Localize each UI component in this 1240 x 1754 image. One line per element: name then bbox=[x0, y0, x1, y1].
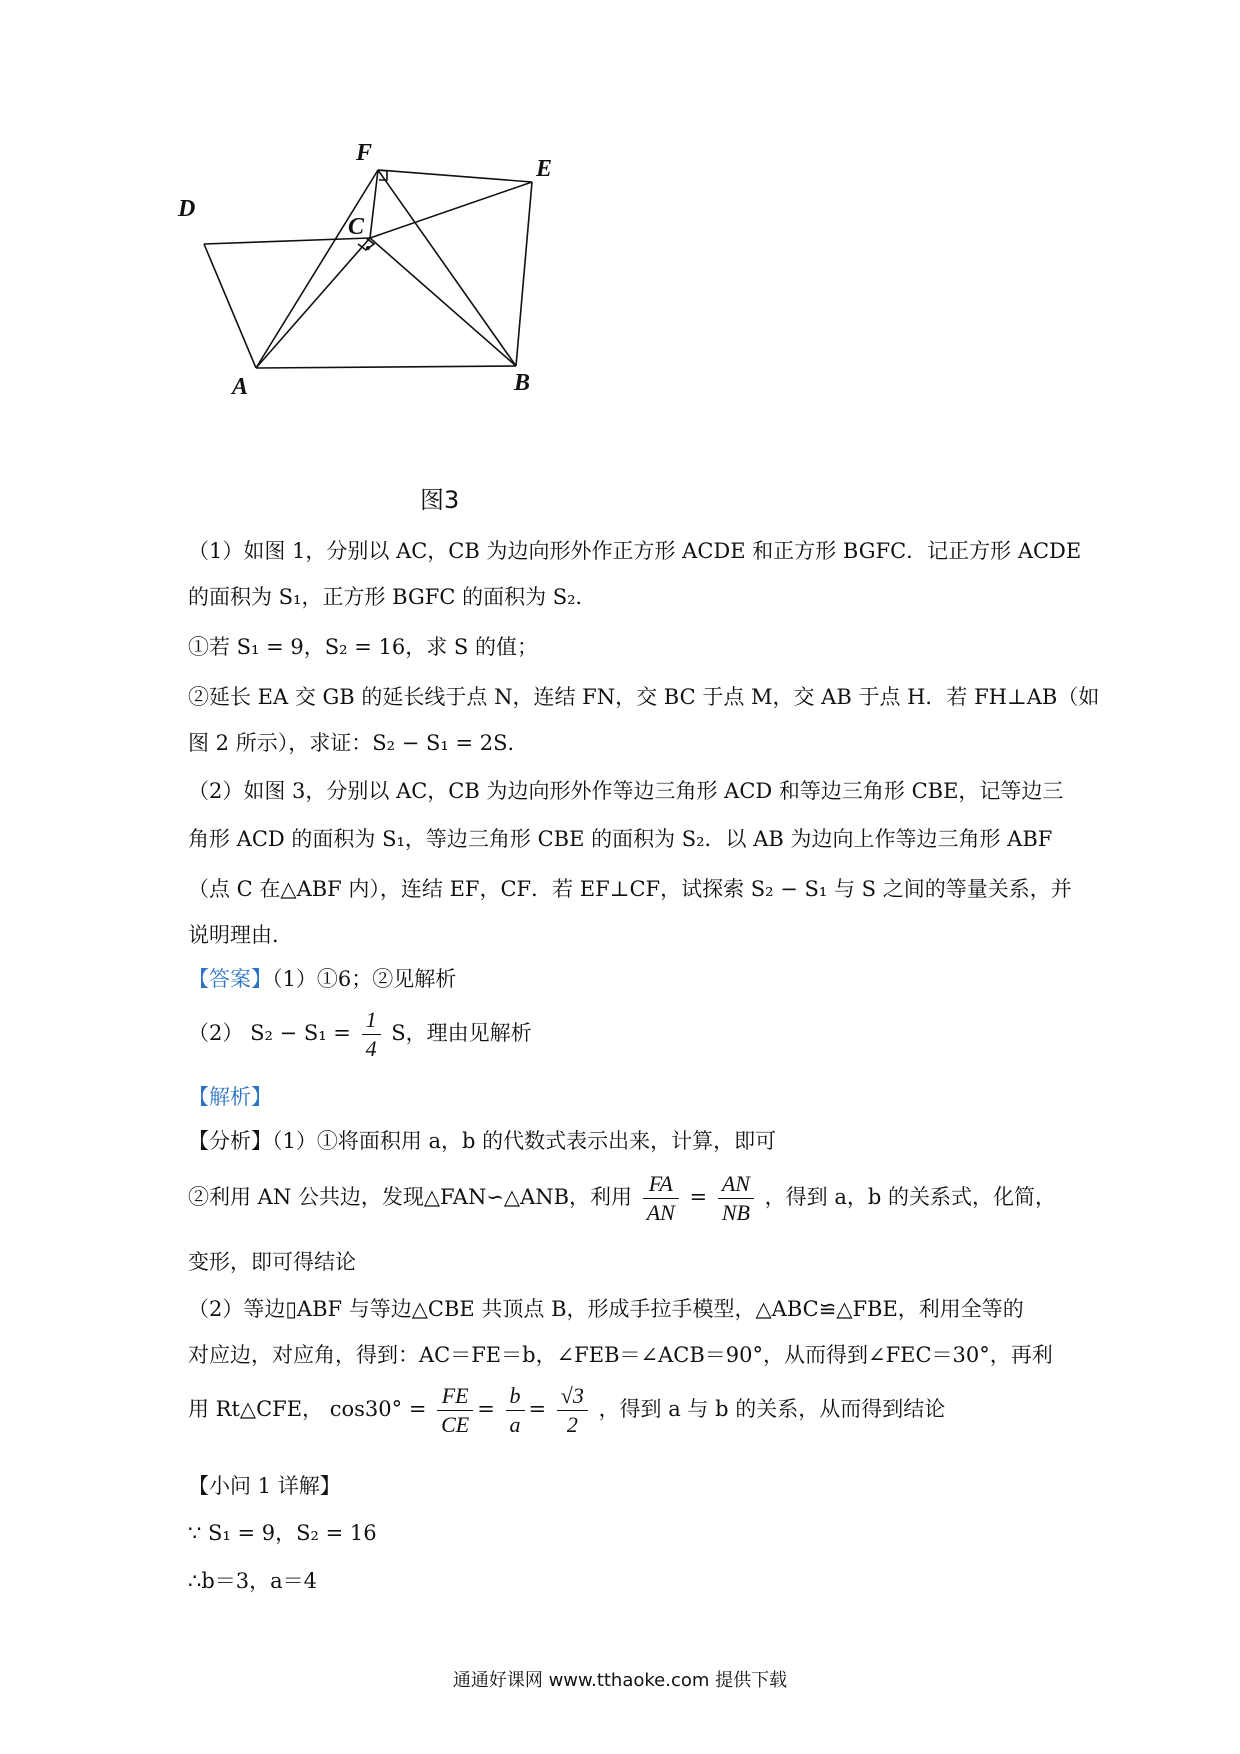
answer-tag: 【答案】 bbox=[188, 967, 272, 991]
problem-part2-line3: （点 C 在△ABF 内），连结 EF，CF．若 EF⊥CF，试探索 S₂ − S₁ 与 S 之间的等量关系，并 bbox=[188, 877, 1072, 901]
analysis-line6: 用 Rt△CFE， cos30° = $\frac{FE}{CE}$ = $\frac{b}{a}$ = $\frac{√3}{2}$ ，得到 a 与 b 的关系，从而得到结论 bbox=[188, 1383, 946, 1437]
fraction-den: CE bbox=[441, 1412, 470, 1437]
analysis-line2 bbox=[188, 1170, 1056, 1227]
analysis-line5: 对应边，对应角，得到：AC＝FE＝b，∠FEB＝∠ACB＝90°，从而得到∠FEC＝30°，再利 bbox=[188, 1343, 1053, 1367]
fraction-den: 2 bbox=[566, 1412, 578, 1437]
label-A: A bbox=[232, 374, 249, 400]
analysis-line1: 【分析】（1）①将面积用 a，b 的代数式表示出来，计算，即可 bbox=[188, 1129, 777, 1153]
answer-part2-expr: S₂ − S₁ = bbox=[250, 1021, 351, 1045]
fraction-num: b bbox=[506, 1382, 525, 1411]
problem-part1-question2-line2: 图 2 所示），求证：S₂ − S₁ = 2S． bbox=[188, 731, 529, 755]
footer: 通通好课网 www.tthaoke.com 提供下载 bbox=[452, 1670, 788, 1691]
answer-fraction bbox=[362, 1006, 381, 1063]
analysis-line2-suffix: ，得到 a，b 的关系式，化简， bbox=[764, 1185, 1056, 1209]
problem-part1-question2-line1: ②延长 EA 交 GB 的延长线于点 N，连结 FN，交 BC 于点 M，交 AB 于点 H．若 FH⊥AB（如 bbox=[188, 685, 1100, 709]
fraction-b-a bbox=[506, 1382, 525, 1439]
solution-line1: ∵ S₁ = 9，S₂ = 16 bbox=[188, 1521, 377, 1545]
problem-part2-line1: （2）如图 3，分别以 AC，CB 为边向形外作等边三角形 ACD 和等边三角形 CBE，记等边三 bbox=[188, 779, 1064, 803]
subquestion-tag: 【小问 1 详解】 bbox=[188, 1474, 341, 1498]
fraction-den: AN bbox=[646, 1200, 675, 1225]
label-F: F bbox=[356, 140, 373, 166]
fraction-den: a bbox=[509, 1412, 521, 1437]
analysis-line2-prefix: ②利用 AN 公共边，发现△FAN∽△ANB，利用 bbox=[188, 1185, 633, 1209]
problem-part2-line4: 说明理由． bbox=[188, 923, 293, 947]
analysis-tag: 【解析】 bbox=[188, 1085, 272, 1109]
problem-part2-line2: 角形 ACD 的面积为 S₁，等边三角形 CBE 的面积为 S₂．以 AB 为边向上作等边三角形 ABF bbox=[188, 827, 1053, 851]
analysis-line6-prefix: 用 Rt△CFE， bbox=[188, 1397, 324, 1421]
fraction-num: AN bbox=[718, 1170, 754, 1199]
geometry-figure bbox=[180, 140, 620, 420]
analysis-line6-suffix: ，得到 a 与 b 的关系，从而得到结论 bbox=[598, 1397, 946, 1421]
cos-expr: cos30° = bbox=[329, 1397, 427, 1421]
problem-part1-line1: （1）如图 1，分别以 AC，CB 为边向形外作正方形 ACDE 和正方形 BGFC．记正方形 ACDE bbox=[188, 539, 1082, 563]
analysis-line3: 变形，即可得结论 bbox=[188, 1250, 356, 1274]
fraction-fe-ce bbox=[437, 1382, 473, 1439]
label-E: E bbox=[536, 156, 553, 182]
fraction-den: NB bbox=[721, 1200, 750, 1225]
fraction-num: √3 bbox=[557, 1382, 588, 1411]
problem-part1-line2: 的面积为 S₁，正方形 BGFC 的面积为 S₂． bbox=[188, 585, 597, 609]
fraction-num: FE bbox=[437, 1382, 473, 1411]
fraction-num: FA bbox=[643, 1170, 679, 1199]
solution-line2: ∴b＝3，a＝4 bbox=[188, 1569, 318, 1593]
fraction-sqrt3-2 bbox=[557, 1382, 588, 1439]
answer-fraction-den: 4 bbox=[365, 1036, 377, 1061]
fraction-fa-an bbox=[643, 1170, 679, 1227]
answer-fraction-num: 1 bbox=[362, 1006, 381, 1035]
figure-caption: 图3 bbox=[420, 486, 460, 514]
fraction-an-nb bbox=[718, 1170, 754, 1227]
label-C: C bbox=[348, 214, 365, 240]
label-B: B bbox=[514, 370, 531, 396]
answer-part2-suffix: S，理由见解析 bbox=[391, 1021, 532, 1045]
answer-line1 bbox=[188, 963, 456, 993]
answer-part2-prefix: （2） bbox=[188, 1021, 244, 1045]
label-D: D bbox=[178, 196, 196, 222]
equals-sign: = bbox=[689, 1185, 708, 1209]
analysis-line4: （2）等边▯ABF 与等边△CBE 共顶点 B，形成手拉手模型，△ABC≌△FBE，利用全等的 bbox=[188, 1297, 1024, 1321]
answer-part1: （1）①6；②见解析 bbox=[272, 967, 457, 991]
problem-part1-question1: ①若 S₁ = 9，S₂ = 16，求 S 的值； bbox=[188, 635, 538, 659]
answer-line2 bbox=[188, 1006, 532, 1063]
